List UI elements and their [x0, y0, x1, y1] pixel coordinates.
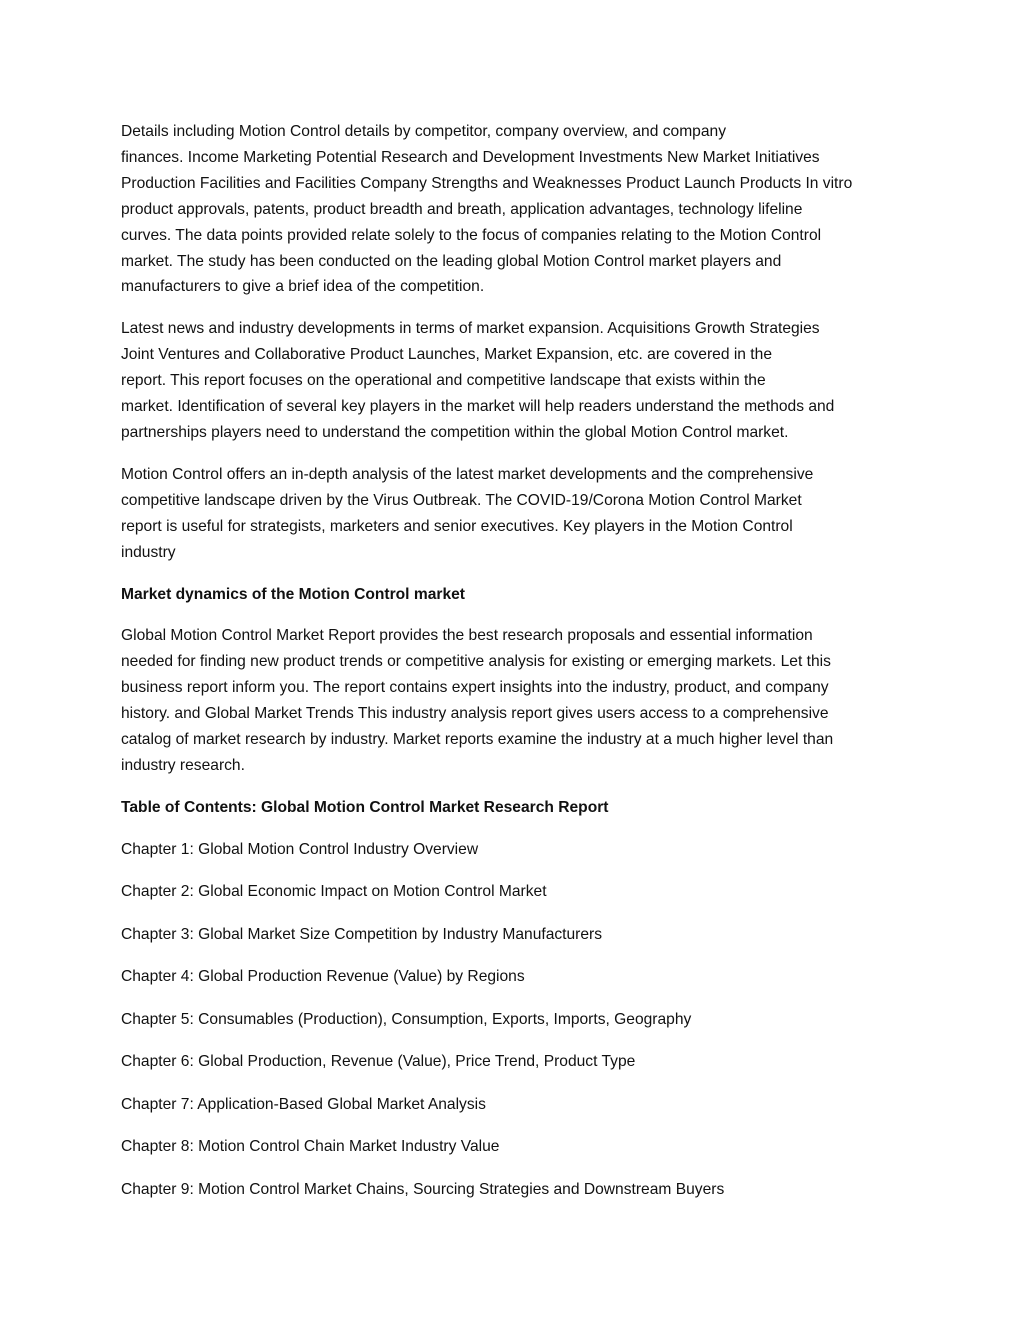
paragraph-analysis	[121, 462, 911, 566]
text-line: history. and Global Market Trends This industry analysis report gives users access to a comprehensive	[121, 705, 829, 723]
text-line: market. The study has been conducted on the leading global Motion Control market players and	[121, 252, 782, 270]
paragraph-latest-news	[121, 316, 911, 446]
chapter-item: Chapter 7: Application-Based Global Market Analysis	[121, 1095, 486, 1113]
chapter-item: Chapter 2: Global Economic Impact on Motion Control Market	[121, 883, 547, 901]
text-line: business report inform you. The report contains expert insights into the industry, product, and company	[121, 679, 829, 697]
paragraph-market-report	[121, 623, 911, 778]
text-line: report. This report focuses on the operational and competitive landscape that exists within the	[121, 372, 766, 390]
text-line: finances. Income Marketing Potential Research and Development Investments New Market Initiatives	[121, 148, 820, 166]
text-line: needed for finding new product trends or competitive analysis for existing or emerging markets. Let this	[121, 653, 831, 671]
chapter-item: Chapter 3: Global Market Size Competition by Industry Manufacturers	[121, 925, 603, 943]
chapter-item: Chapter 9: Motion Control Market Chains, Sourcing Strategies and Downstream Buyers	[121, 1180, 725, 1198]
text-line: catalog of market research by industry. Market reports examine the industry at a much higher level than	[121, 731, 834, 749]
chapter-item: Chapter 1: Global Motion Control Industry Overview	[121, 840, 479, 858]
chapter-item: Chapter 8: Motion Control Chain Market Industry Value	[121, 1138, 500, 1156]
text-line: curves. The data points provided relate solely to the focus of companies relating to the Motion Control	[121, 226, 822, 244]
chapter-item: Chapter 4: Global Production Revenue (Value) by Regions	[121, 968, 525, 986]
text-line: product approvals, patents, product breadth and breath, application advantages, technology lifeline	[121, 200, 803, 218]
text-line: report is useful for strategists, marketers and senior executives. Key players in the Motion Control	[121, 517, 793, 535]
text-line: manufacturers to give a brief idea of the competition.	[121, 278, 485, 296]
heading-table-of-contents: Table of Contents: Global Motion Control Market Research Report	[121, 798, 609, 816]
text-line: Joint Ventures and Collaborative Product Launches, Market Expansion, etc. are covered in the	[121, 346, 772, 364]
heading-market-dynamics: Market dynamics of the Motion Control market	[121, 585, 465, 603]
document-page	[121, 119, 911, 1219]
chapter-list	[121, 837, 911, 1203]
chapter-item: Chapter 5: Consumables (Production), Consumption, Exports, Imports, Geography	[121, 1010, 692, 1028]
text-line: market. Identification of several key players in the market will help readers understand the methods and	[121, 398, 835, 416]
text-line: Details including Motion Control details by competitor, company overview, and company	[121, 123, 726, 140]
text-line: industry	[121, 543, 176, 561]
text-line: partnerships players need to understand the competition within the global Motion Control market.	[121, 423, 789, 441]
text-line: Latest news and industry developments in terms of market expansion. Acquisitions Growth Strategies	[121, 320, 820, 338]
chapter-item: Chapter 6: Global Production, Revenue (Value), Price Trend, Product Type	[121, 1053, 636, 1071]
text-line: Production Facilities and Facilities Company Strengths and Weaknesses Product Launch Products In vitro	[121, 174, 853, 192]
text-line: competitive landscape driven by the Virus Outbreak. The COVID-19/Corona Motion Control Market	[121, 491, 802, 509]
text-line: Motion Control offers an in-depth analysis of the latest market developments and the comprehensive	[121, 465, 814, 483]
paragraph-company-details	[121, 119, 911, 300]
text-line: industry research.	[121, 756, 245, 774]
text-line: Global Motion Control Market Report provides the best research proposals and essential information	[121, 627, 813, 645]
